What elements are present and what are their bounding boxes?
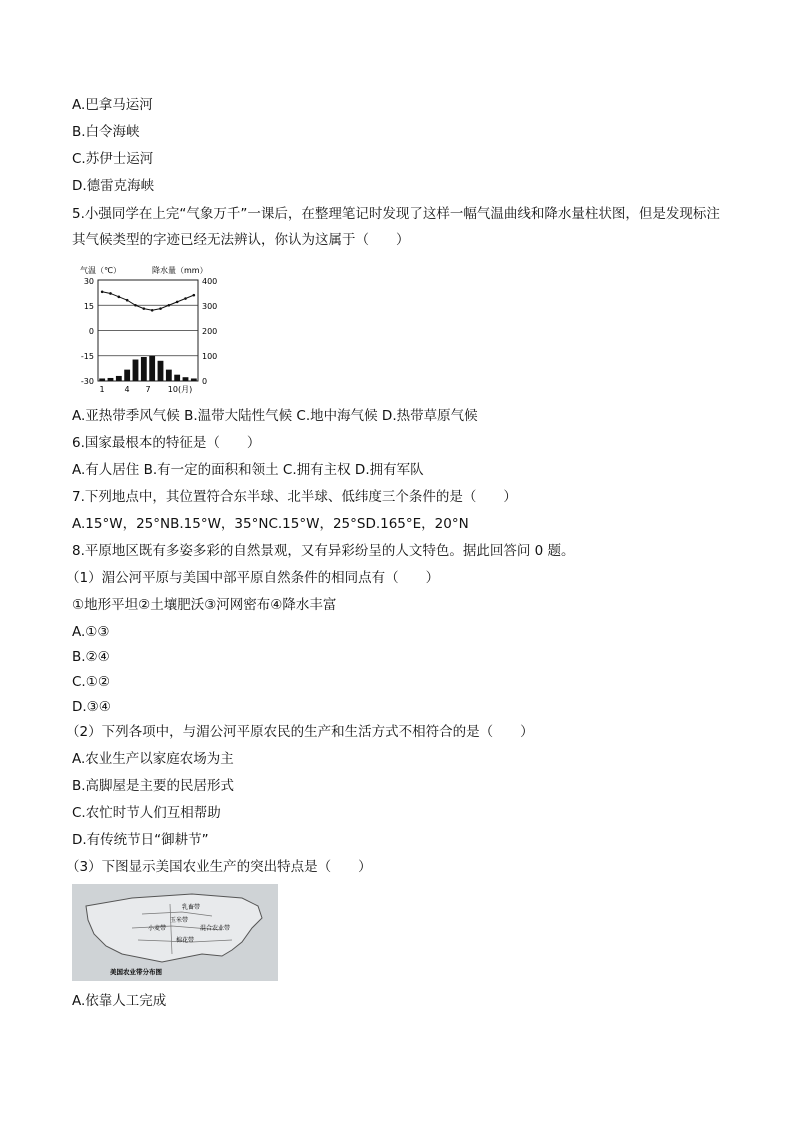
right-tick-200: 200 bbox=[202, 327, 218, 336]
temp-point-12 bbox=[193, 294, 196, 297]
map-label-cotton: 棉花带 bbox=[176, 937, 195, 944]
temperature-curve bbox=[102, 292, 194, 311]
precip-bar-9 bbox=[166, 370, 172, 381]
right-tick-400: 400 bbox=[202, 277, 218, 286]
precip-axis-label: 降水量（mm） bbox=[152, 266, 208, 275]
option-8-3a: A.依靠人工完成 bbox=[72, 993, 167, 1009]
left-tick-neg30: -30 bbox=[80, 377, 94, 386]
temp-point-7 bbox=[151, 309, 154, 312]
precip-bar-1 bbox=[99, 378, 105, 381]
map-label-corn: 玉米带 bbox=[170, 917, 189, 924]
question-6-options: A.有人居住 B.有一定的面积和领土 C.拥有主权 D.拥有军队 bbox=[72, 462, 424, 478]
temp-point-6 bbox=[143, 307, 146, 310]
question-8-3-stem: （3）下图显示美国农业生产的突出特点是（ ） bbox=[66, 859, 372, 875]
right-tick-0: 0 bbox=[202, 377, 208, 386]
option-8-2b: B.高脚屋是主要的民居形式 bbox=[72, 778, 235, 794]
right-axis-ticks bbox=[202, 277, 217, 386]
precipitation-bars bbox=[99, 356, 197, 381]
temp-point-11 bbox=[184, 297, 187, 300]
option-4b: B.白令海峡 bbox=[72, 124, 140, 140]
x-tick-1: 1 bbox=[99, 385, 105, 394]
x-tick-7: 7 bbox=[145, 385, 151, 394]
temp-point-4 bbox=[126, 299, 129, 302]
precip-bar-6 bbox=[141, 357, 147, 381]
temp-point-3 bbox=[118, 296, 121, 299]
question-8-2-stem: （2）下列各项中，与湄公河平原农民的生产和生活方式不相符合的是（ ） bbox=[66, 724, 534, 740]
question-7-stem: 7.下列地点中，其位置符合东半球、北半球、低纬度三个条件的是（ ） bbox=[72, 489, 517, 505]
precip-bar-11 bbox=[183, 377, 189, 381]
us-agriculture-map bbox=[72, 884, 278, 981]
option-8-1a: A.①③ bbox=[72, 624, 110, 640]
option-8-2d: D.有传统节日“御耕节” bbox=[72, 832, 209, 848]
precip-bar-5 bbox=[133, 360, 139, 381]
right-tick-100: 100 bbox=[202, 352, 218, 361]
map-title: 美国农业带分布图 bbox=[110, 968, 162, 976]
precip-bar-3 bbox=[116, 376, 122, 381]
temperature-points bbox=[101, 290, 195, 311]
question-8-1-stem: （1）湄公河平原与美国中部平原自然条件的相同点有（ ） bbox=[66, 570, 440, 586]
climate-chart bbox=[72, 262, 222, 397]
option-8-2a: A.农业生产以家庭农场为主 bbox=[72, 751, 234, 767]
option-4d: D.德雷克海峡 bbox=[72, 178, 155, 194]
question-5-options: A.亚热带季风气候 B.温带大陆性气候 C.地中海气候 D.热带草原气候 bbox=[72, 408, 478, 424]
question-8-stem: 8.平原地区既有多姿多彩的自然景观，又有异彩纷呈的人文特色。据此回答问 0 题。 bbox=[72, 543, 575, 559]
option-8-2c: C.农忙时节人们互相帮助 bbox=[72, 805, 221, 821]
precip-bar-8 bbox=[158, 361, 164, 381]
map-label-dairy: 乳畜带 bbox=[182, 904, 201, 911]
left-tick-0: 0 bbox=[88, 327, 94, 336]
option-4a: A.巴拿马运河 bbox=[72, 97, 153, 113]
x-tick-10: 10(月) bbox=[167, 385, 193, 394]
option-8-1b: B.②④ bbox=[72, 649, 110, 665]
temp-axis-label: 气温（℃） bbox=[80, 266, 121, 275]
left-tick-30: 30 bbox=[83, 277, 94, 286]
precip-bar-12 bbox=[191, 378, 197, 381]
precip-bar-2 bbox=[108, 378, 114, 381]
temp-point-2 bbox=[109, 292, 112, 295]
option-8-1c: C.①② bbox=[72, 674, 110, 690]
question-8-1-items: ①地形平坦②土壤肥沃③河网密布④降水丰富 bbox=[72, 597, 337, 613]
question-6-stem: 6.国家最根本的特征是（ ） bbox=[72, 435, 261, 451]
map-label-mixed: 混合农业带 bbox=[200, 925, 231, 932]
right-tick-300: 300 bbox=[202, 302, 218, 311]
precip-bar-10 bbox=[174, 375, 180, 381]
left-tick-15: 15 bbox=[83, 302, 94, 311]
left-tick-neg15: -15 bbox=[80, 352, 94, 361]
precip-bar-4 bbox=[124, 370, 130, 381]
temp-point-5 bbox=[134, 304, 137, 307]
temp-point-9 bbox=[168, 304, 171, 307]
x-tick-4: 4 bbox=[124, 385, 130, 394]
temp-point-1 bbox=[101, 290, 104, 293]
question-5-stem: 5.小强同学在上完“气象万千”一课后，在整理笔记时发现了这样一幅气温曲线和降水量柱状图，但是发现标注其气候类型的字迹已经无法辨认，你认为这属于（ ） bbox=[72, 206, 720, 248]
option-4c: C.苏伊士运河 bbox=[72, 151, 154, 167]
temp-point-8 bbox=[159, 307, 162, 310]
left-axis-ticks bbox=[81, 277, 94, 386]
precip-bar-7 bbox=[149, 356, 155, 381]
question-7-options: A.15°W，25°NB.15°W，35°NC.15°W，25°SD.165°E，20°N bbox=[72, 516, 469, 532]
temp-point-10 bbox=[176, 301, 179, 304]
map-label-wheat: 小麦带 bbox=[148, 925, 167, 932]
x-axis-ticks bbox=[99, 385, 192, 394]
option-8-1d: D.③④ bbox=[72, 699, 111, 715]
